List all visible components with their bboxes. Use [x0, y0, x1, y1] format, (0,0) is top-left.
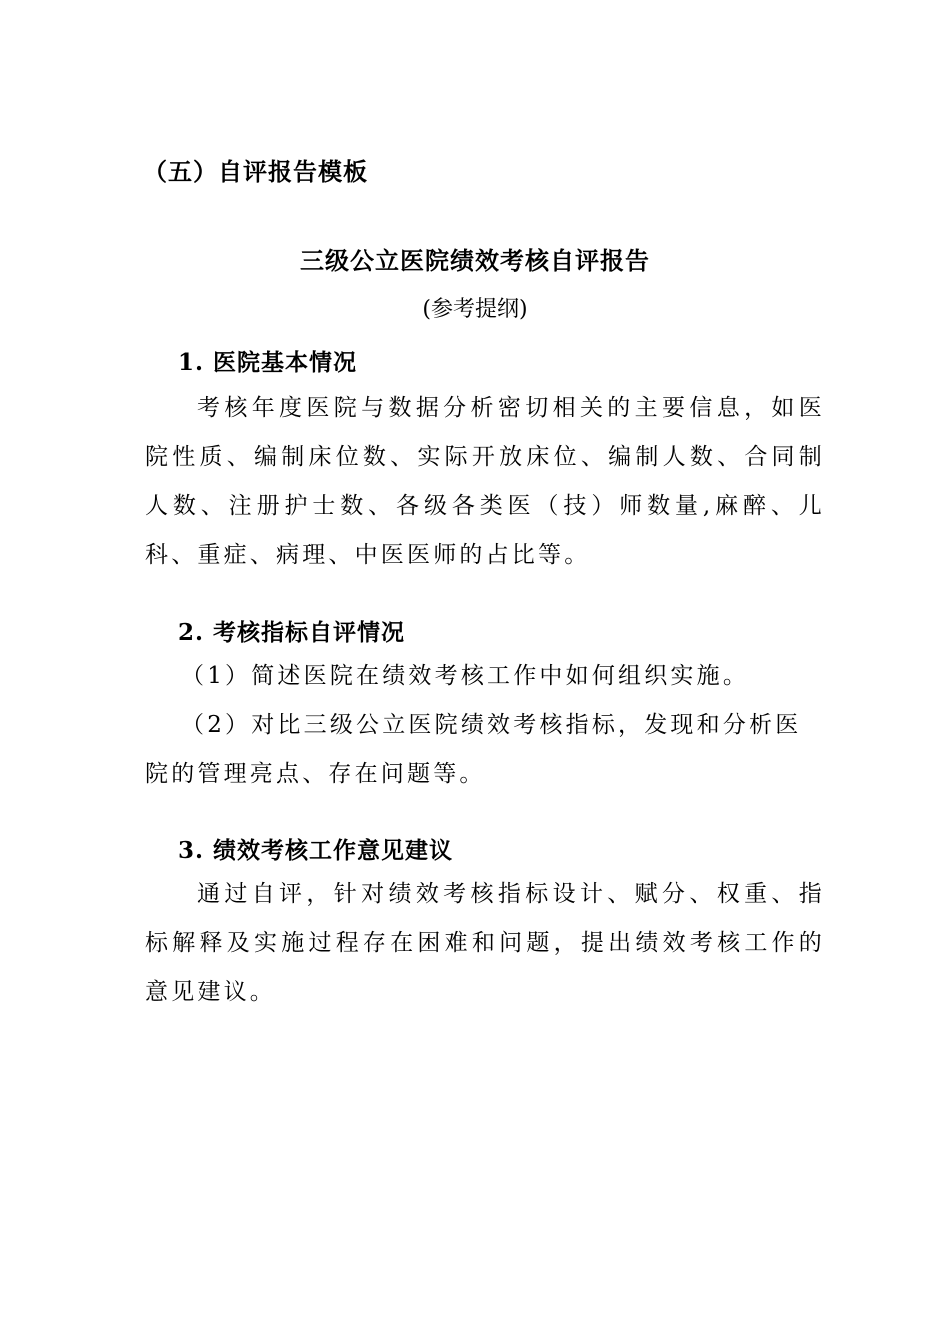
section-2-item-1: （1）简述医院在绩效考核工作中如何组织实施。 [181, 663, 750, 689]
template-heading: （五）自评报告模板 [143, 158, 368, 186]
section-1-heading: 1. 医院基本情况 [178, 349, 358, 376]
report-title: 三级公立医院绩效考核自评报告 [300, 247, 650, 275]
section-2-heading: 2. 考核指标自评情况 [178, 619, 406, 646]
report-subtitle: (参考提纲) [422, 297, 528, 322]
section-2-item-2: （2）对比三级公立医院绩效考核指标，发现和分析医院的管理亮点、存在问题等。 [145, 712, 802, 787]
section-3-paragraph: 通过自评，针对绩效考核指标设计、赋分、权重、指标解释及实施过程存在困难和问题，提出绩效考核工作的意见建议。 [145, 881, 825, 1005]
section-3-heading: 3. 绩效考核工作意见建议 [178, 837, 454, 864]
section-1-paragraph: 考核年度医院与数据分析密切相关的主要信息，如医院性质、编制床位数、实际开放床位、编制人数、合同制人数、注册护士数、各级各类医（技）师数量,麻醉、儿科、重症、病理、中医医师的占比等。 [145, 395, 825, 568]
